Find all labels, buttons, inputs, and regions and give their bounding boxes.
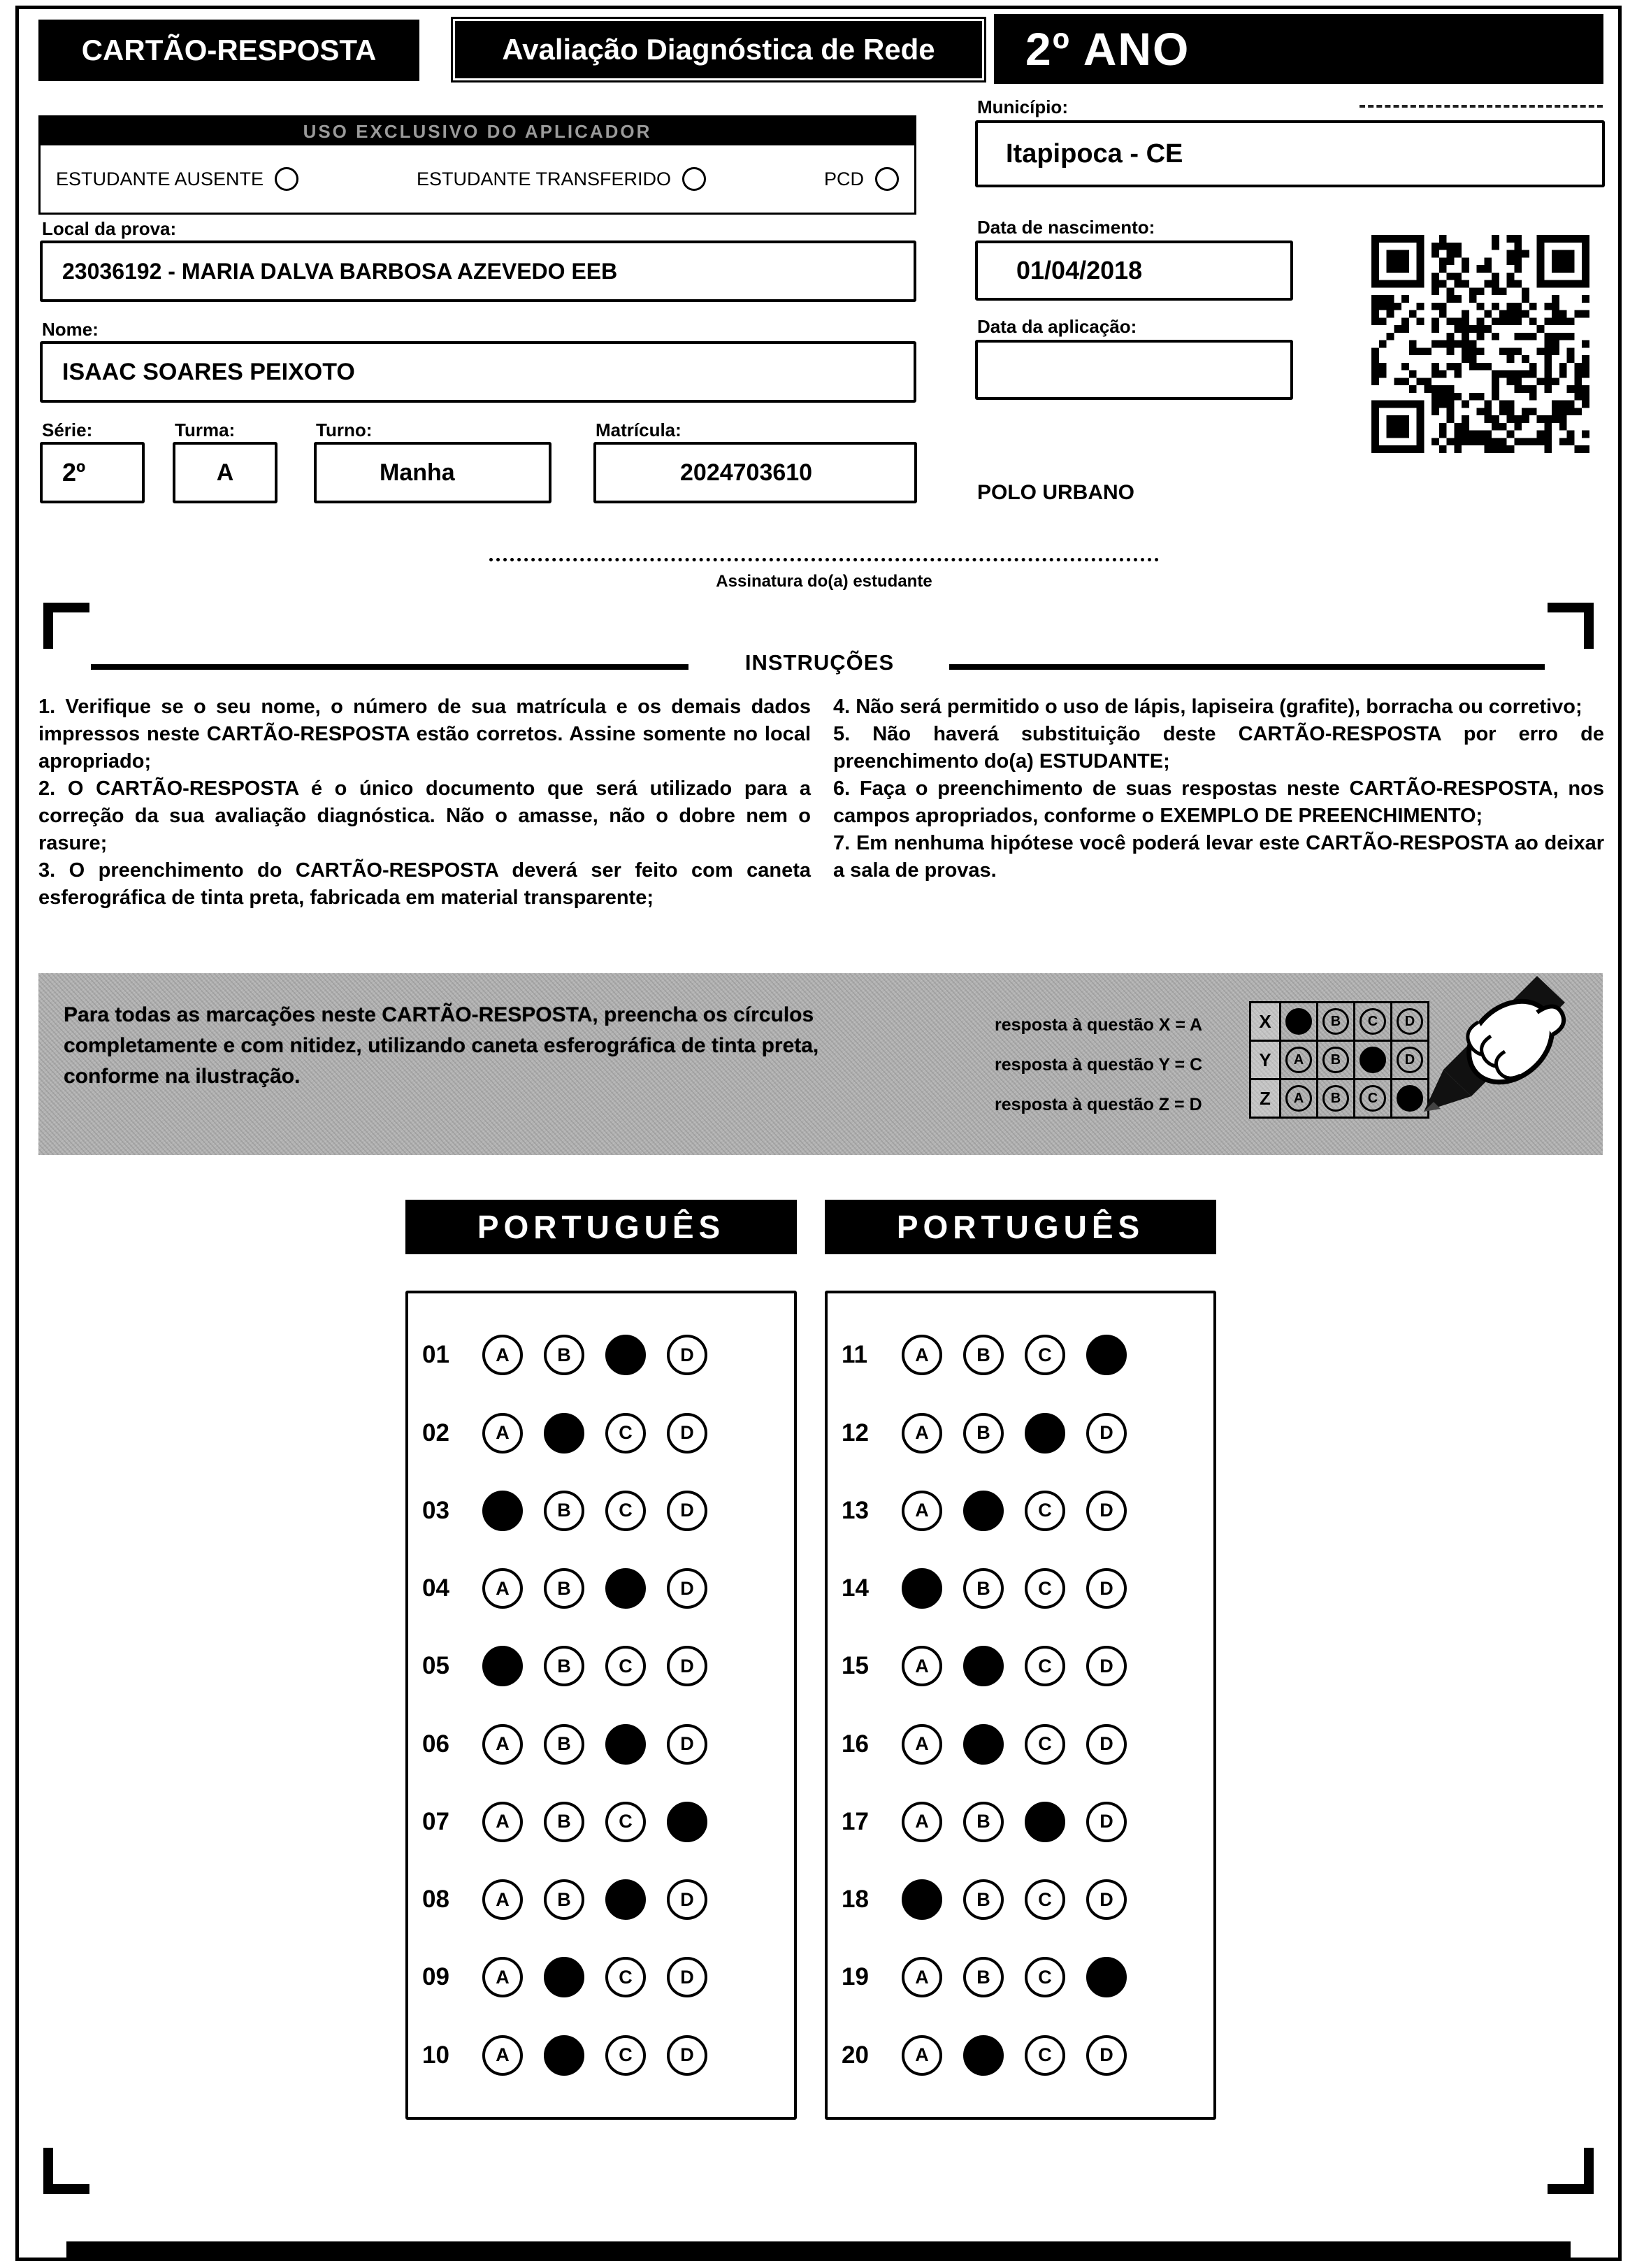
bubble-option-b[interactable]: B <box>963 1413 1004 1454</box>
instruction-item: 3. O preenchimento do CARTÃO-RESPOSTA deverá ser feito com caneta esferográfica de tinta preta, fabricada em material transparente; <box>38 859 811 909</box>
question-number: 05 <box>422 1652 449 1680</box>
question-number: 16 <box>842 1730 869 1758</box>
bubble-option-a[interactable]: A <box>482 1724 523 1765</box>
bubble-option-c[interactable]: C <box>605 1957 646 1997</box>
bubble-option-d[interactable]: D <box>1086 1879 1127 1920</box>
question-row <box>842 1646 1199 1686</box>
example-bubble-c: C <box>1360 1008 1386 1035</box>
pcd-mark-circle[interactable] <box>875 167 899 191</box>
local-prova-field: 23036192 - MARIA DALVA BARBOSA AZEVEDO EEB <box>40 241 916 302</box>
instructions-column-left <box>38 694 811 912</box>
bubble-option-c[interactable]: C <box>605 1491 646 1531</box>
question-number: 19 <box>842 1963 869 1991</box>
bubble-option-b[interactable] <box>544 1413 584 1454</box>
bubble-option-a[interactable]: A <box>902 1646 942 1686</box>
bubble-option-b[interactable]: B <box>544 1879 584 1920</box>
registration-dash-line <box>1360 105 1603 108</box>
turma-label: Turma: <box>175 419 236 440</box>
applicator-box <box>38 115 916 215</box>
bubble-option-a[interactable] <box>482 1646 523 1686</box>
instructions-rule-left <box>91 664 688 670</box>
turma-field: A <box>173 442 277 503</box>
question-number: 09 <box>422 1963 449 1991</box>
bubble-option-a[interactable]: A <box>902 1724 942 1765</box>
question-number: 12 <box>842 1419 869 1447</box>
instruction-item: 2. O CARTÃO-RESPOSTA é o único documento que será utilizado para a correção da sua avaliação diagnóstica. Não o amasse, não o dobre nem o rasure; <box>38 777 811 854</box>
example-cell <box>1316 1001 1355 1042</box>
bubble-option-a[interactable]: A <box>902 1957 942 1997</box>
option-label: ESTUDANTE AUSENTE <box>56 168 264 189</box>
bubble-option-c[interactable] <box>605 1724 646 1765</box>
bubble-option-c[interactable]: C <box>1025 1646 1065 1686</box>
bubble-option-a[interactable]: A <box>482 1335 523 1375</box>
instruction-item: 4. Não será permitido o uso de lápis, lapiseira (grafite), borracha ou corretivo; <box>833 696 1582 718</box>
ausente-mark-circle[interactable] <box>275 167 298 191</box>
bubble-option-b[interactable]: B <box>963 1802 1004 1842</box>
bubble-option-b[interactable]: B <box>963 1335 1004 1375</box>
bubble-option-b[interactable]: B <box>963 1957 1004 1997</box>
bubble-option-a[interactable]: A <box>482 1802 523 1842</box>
question-row <box>842 1957 1199 1997</box>
instructions-title: INSTRUÇÕES <box>744 650 895 675</box>
example-bubble-a <box>1285 1008 1312 1035</box>
bubble-option-d[interactable]: D <box>667 1491 707 1531</box>
example-bubble-b: B <box>1322 1085 1349 1112</box>
bubble-option-c[interactable] <box>605 1568 646 1609</box>
corner-bracket-top-left <box>43 603 89 649</box>
bubble-option-c[interactable]: C <box>1025 1724 1065 1765</box>
bubble-option-a[interactable]: A <box>902 1413 942 1454</box>
bubble-option-b[interactable]: B <box>544 1646 584 1686</box>
bubble-option-b[interactable]: B <box>544 1491 584 1531</box>
bubble-option-d[interactable]: D <box>667 1879 707 1920</box>
bubble-option-b[interactable]: B <box>544 1568 584 1609</box>
municipio-label: Município: <box>977 96 1068 117</box>
example-cell <box>1353 1001 1392 1042</box>
bubble-option-d[interactable]: D <box>667 1568 707 1609</box>
question-number: 11 <box>842 1341 867 1369</box>
bubble-option-a[interactable]: A <box>482 1957 523 1997</box>
bubble-option-d[interactable]: D <box>667 1413 707 1454</box>
bubble-option-c[interactable]: C <box>1025 1957 1065 1997</box>
question-row <box>422 1491 780 1531</box>
bubble-option-d[interactable]: D <box>1086 1413 1127 1454</box>
bubble-option-c[interactable] <box>1025 1802 1065 1842</box>
bubble-option-b[interactable] <box>963 1646 1004 1686</box>
applicator-options <box>41 145 914 213</box>
example-answer-label: resposta à questão Y = C <box>995 1055 1203 1075</box>
instructions-rule-right <box>949 664 1545 670</box>
bubble-option-a[interactable]: A <box>482 1879 523 1920</box>
bubble-option-c[interactable]: C <box>605 1802 646 1842</box>
example-bubble-b: B <box>1322 1047 1349 1073</box>
instruction-item: 6. Faça o preenchimento de suas respostas neste CARTÃO-RESPOSTA, nos campos apropriados, conforme o EXEMPLO DE PREENCHIMENTO; <box>833 777 1604 827</box>
bubble-option-c[interactable]: C <box>1025 2035 1065 2076</box>
example-bubble-d: D <box>1397 1008 1423 1035</box>
question-number: 17 <box>842 1807 869 1835</box>
nome-label: Nome: <box>42 319 99 340</box>
qr-code <box>1371 235 1589 453</box>
example-row-label: Y <box>1249 1040 1281 1080</box>
instruction-item: 1. Verifique se o seu nome, o número de sua matrícula e os demais dados impressos neste CARTÃO-RESPOSTA estão corretos. Assine somente no local apropriado; <box>38 696 811 773</box>
example-row-label: Z <box>1249 1078 1281 1119</box>
bubble-option-b[interactable] <box>963 2035 1004 2076</box>
question-row <box>422 2035 780 2076</box>
example-bubble-c <box>1360 1047 1386 1073</box>
answer-box <box>405 1291 797 2120</box>
section-title: PORTUGUÊS <box>405 1200 797 1254</box>
answer-box <box>825 1291 1216 2120</box>
polo-label: POLO URBANO <box>977 481 1134 504</box>
bubble-option-b[interactable]: B <box>963 1879 1004 1920</box>
example-cell <box>1279 1040 1318 1080</box>
bubble-option-c[interactable] <box>605 1879 646 1920</box>
bottom-registration-bar <box>66 2241 1571 2260</box>
question-number: 07 <box>422 1807 449 1835</box>
bubble-option-d[interactable]: D <box>667 1646 707 1686</box>
bubble-option-a[interactable]: A <box>482 2035 523 2076</box>
answer-column <box>825 1200 1216 2120</box>
bubble-option-a[interactable]: A <box>902 1491 942 1531</box>
card-title: CARTÃO-RESPOSTA <box>38 20 419 81</box>
example-bubble-c: C <box>1360 1085 1386 1112</box>
example-cell <box>1279 1078 1318 1119</box>
example-cell <box>1316 1078 1355 1119</box>
turno-field: Manha <box>314 442 551 503</box>
question-number: 01 <box>422 1341 449 1369</box>
question-number: 20 <box>842 2041 869 2069</box>
local-prova-label: Local da prova: <box>42 218 177 239</box>
serie-field: 2º <box>40 442 145 503</box>
serie-label: Série: <box>42 419 93 440</box>
bubble-option-d[interactable]: D <box>1086 1646 1127 1686</box>
bubble-option-d[interactable]: D <box>667 1335 707 1375</box>
bubble-option-c[interactable]: C <box>605 1646 646 1686</box>
section-title: PORTUGUÊS <box>825 1200 1216 1254</box>
turno-label: Turno: <box>316 419 373 440</box>
assessment-title: Avaliação Diagnóstica de Rede <box>451 17 986 82</box>
bubble-option-d[interactable]: D <box>1086 1724 1127 1765</box>
option-estudante-transferido <box>417 167 706 191</box>
question-number: 14 <box>842 1574 869 1602</box>
question-number: 15 <box>842 1652 869 1680</box>
bubble-option-c[interactable]: C <box>1025 1879 1065 1920</box>
corner-bracket-bottom-left <box>43 2148 89 2194</box>
bubble-option-c[interactable]: C <box>1025 1568 1065 1609</box>
hand-pen-illustration <box>1400 963 1582 1124</box>
example-answer-label: resposta à questão X = A <box>995 1015 1203 1035</box>
question-row <box>842 1491 1199 1531</box>
question-number: 06 <box>422 1730 449 1758</box>
question-number: 13 <box>842 1496 869 1524</box>
question-number: 08 <box>422 1886 449 1914</box>
option-estudante-ausente <box>56 167 298 191</box>
example-instruction-text: Para todas as marcações neste CARTÃO-RESPOSTA, preencha os círculos completamente e com nitidez, utilizando caneta esferográfica de tinta preta, conforme na ilustração. <box>64 1003 819 1088</box>
example-cell <box>1353 1040 1392 1080</box>
question-row <box>842 1802 1199 1842</box>
bubble-option-b[interactable] <box>963 1491 1004 1531</box>
question-row <box>842 1413 1199 1454</box>
bubble-option-d[interactable]: D <box>667 2035 707 2076</box>
bubble-option-c[interactable] <box>605 1335 646 1375</box>
corner-bracket-top-right <box>1548 603 1594 649</box>
question-row <box>842 1335 1199 1375</box>
bubble-option-d[interactable]: D <box>1086 1802 1127 1842</box>
bubble-option-b[interactable]: B <box>963 1568 1004 1609</box>
bubble-option-a[interactable] <box>902 1879 942 1920</box>
bubble-option-d[interactable] <box>1086 1335 1127 1375</box>
bubble-option-d[interactable]: D <box>1086 2035 1127 2076</box>
nascimento-label: Data de nascimento: <box>977 217 1155 238</box>
question-row <box>842 2035 1199 2076</box>
matricula-field: 2024703610 <box>593 442 917 503</box>
question-number: 18 <box>842 1886 869 1914</box>
question-number: 02 <box>422 1419 449 1447</box>
bubble-option-c[interactable]: C <box>605 2035 646 2076</box>
example-bubble-b: B <box>1322 1008 1349 1035</box>
bubble-option-d[interactable]: D <box>1086 1491 1127 1531</box>
question-row <box>422 1568 780 1609</box>
signature-label: Assinatura do(a) estudante <box>716 572 932 591</box>
municipio-field: Itapipoca - CE <box>975 120 1605 187</box>
bubble-option-b[interactable]: B <box>544 1335 584 1375</box>
bubble-option-a[interactable]: A <box>902 1335 942 1375</box>
question-row <box>842 1879 1199 1920</box>
example-bubble-d: D <box>1397 1047 1423 1073</box>
example-cell <box>1316 1040 1355 1080</box>
transferido-mark-circle[interactable] <box>682 167 706 191</box>
grade-label: 2º ANO <box>994 14 1603 84</box>
example-band <box>38 973 1603 1155</box>
example-bubble-a: A <box>1285 1085 1312 1112</box>
corner-bracket-bottom-right <box>1548 2148 1594 2194</box>
question-row <box>422 1879 780 1920</box>
bubble-option-b[interactable] <box>544 1957 584 1997</box>
example-answer-label: resposta à questão Z = D <box>995 1095 1202 1114</box>
bubble-option-d[interactable]: D <box>667 1957 707 1997</box>
signature-line[interactable] <box>489 558 1159 561</box>
bubble-option-a[interactable] <box>482 1491 523 1531</box>
bubble-option-d[interactable]: D <box>667 1724 707 1765</box>
question-number: 03 <box>422 1496 449 1524</box>
question-row <box>422 1957 780 1997</box>
question-number: 04 <box>422 1574 449 1602</box>
question-row <box>422 1413 780 1454</box>
aplicacao-field <box>975 340 1293 400</box>
matricula-label: Matrícula: <box>596 419 682 440</box>
question-row <box>842 1568 1199 1609</box>
example-row-label: X <box>1249 1001 1281 1042</box>
question-number: 10 <box>422 2041 449 2069</box>
bubble-option-a[interactable]: A <box>902 1802 942 1842</box>
example-answers <box>995 1005 1202 1125</box>
bubble-option-a[interactable]: A <box>482 1568 523 1609</box>
bubble-option-a[interactable]: A <box>482 1413 523 1454</box>
question-row <box>842 1724 1199 1765</box>
instruction-item: 5. Não haverá substituição deste CARTÃO-RESPOSTA por erro de preenchimento do(a) ESTUDANTE; <box>833 723 1604 773</box>
instruction-item: 7. Em nenhuma hipótese você poderá levar este CARTÃO-RESPOSTA ao deixar a sala de provas. <box>833 832 1604 882</box>
bubble-option-c[interactable]: C <box>605 1413 646 1454</box>
option-label: PCD <box>823 168 864 189</box>
option-label: ESTUDANTE TRANSFERIDO <box>417 168 672 189</box>
bubble-option-c[interactable] <box>1025 1413 1065 1454</box>
aplicacao-label: Data da aplicação: <box>977 316 1137 337</box>
question-row <box>422 1724 780 1765</box>
bubble-option-b[interactable]: B <box>544 1724 584 1765</box>
bubble-option-b[interactable] <box>544 2035 584 2076</box>
nascimento-field: 01/04/2018 <box>975 241 1293 301</box>
nome-field: ISAAC SOARES PEIXOTO <box>40 341 916 403</box>
instructions-column-right <box>833 694 1604 884</box>
example-bubble-a: A <box>1285 1047 1312 1073</box>
option-pcd <box>824 167 899 191</box>
bubble-option-b[interactable]: B <box>544 1802 584 1842</box>
example-cell <box>1353 1078 1392 1119</box>
bubble-option-d[interactable] <box>1086 1957 1127 1997</box>
example-cell <box>1279 1001 1318 1042</box>
bubble-option-c[interactable]: C <box>1025 1491 1065 1531</box>
question-row <box>422 1335 780 1375</box>
bubble-option-b[interactable] <box>963 1724 1004 1765</box>
bubble-option-c[interactable]: C <box>1025 1335 1065 1375</box>
bubble-option-d[interactable]: D <box>1086 1568 1127 1609</box>
bubble-option-a[interactable] <box>902 1568 942 1609</box>
applicator-box-title: USO EXCLUSIVO DO APLICADOR <box>41 117 914 145</box>
question-row <box>422 1646 780 1686</box>
bubble-option-a[interactable]: A <box>902 2035 942 2076</box>
answer-column <box>405 1200 797 2120</box>
bubble-option-d[interactable] <box>667 1802 707 1842</box>
question-row <box>422 1802 780 1842</box>
